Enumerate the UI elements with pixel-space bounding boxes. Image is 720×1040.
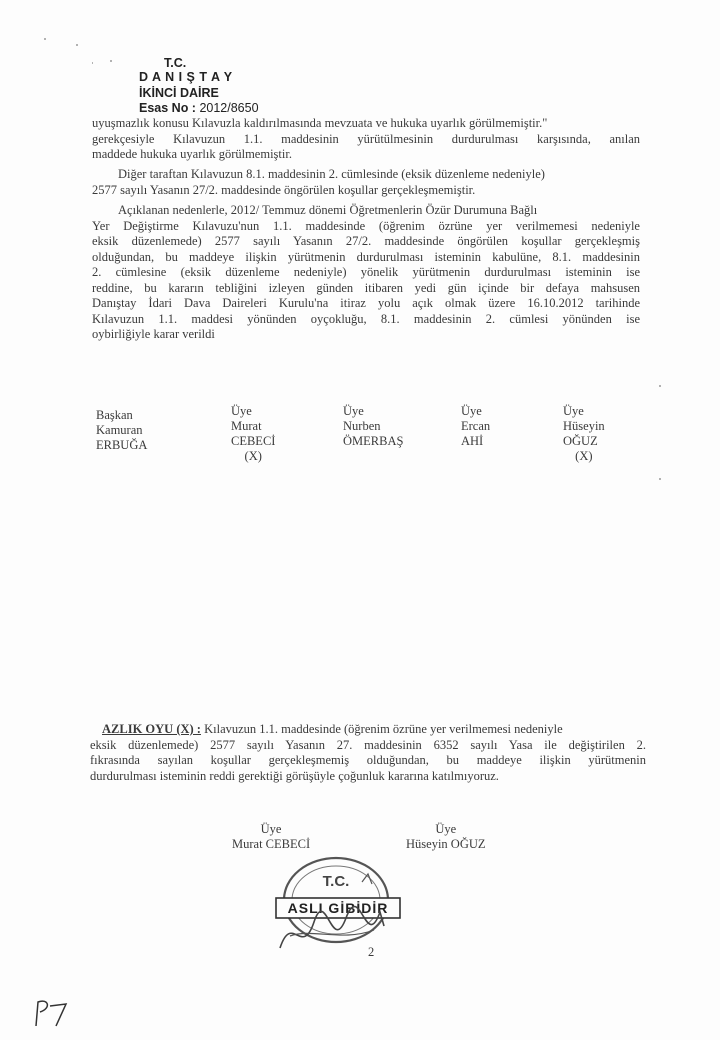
text-line: 2577 sayılı Yasanın 27/2. maddesinde öngörülen koşullar gerçekleşmemiştir. [92,182,476,197]
signature-title: Üye [343,404,364,418]
text-line: Yer Değiştirme Kılavuzu'nun 1.1. maddesinde (öğrenim özrüne yer verilmemesi nedeniyle [92,218,640,233]
scan-speck [659,385,661,387]
scan-speck [110,60,112,62]
header-chamber: İKİNCİ DAİRE [139,86,219,100]
text-line: durdurulması isteminin reddi gerektiği görüşüyle çoğunluk kararına katılmıyoruz. [90,768,499,783]
paragraph-1 [92,116,640,163]
signature-first-name: Ercan [461,419,491,433]
dissent-mark: (X) [575,449,593,463]
signer-name: Hüseyin OĞUZ [406,837,486,851]
signature-president [96,408,147,453]
esas-value: 2012/8650 [199,101,259,115]
signature-member-cebeci [231,404,275,464]
text-line: Kılavuzun 1.1. maddesi yönünden oyçokluğu, 8.1. maddesinin 2. cümlesi yönünden ise [92,311,640,326]
scan-speck [659,478,661,480]
signer-title: Üye [260,822,282,836]
paragraph-3 [92,203,640,343]
signature-last-name: ÖMERBAŞ [343,434,404,448]
signature-last-name: CEBECİ [231,434,276,448]
text-line: reddine, bu kararın tebliğini izleyen günden itibaren yedi gün içinde bir defaya mahsusen [92,280,640,295]
paragraph-2 [92,167,640,198]
text-line: fıkrasında sayılan koşullar gerçekleşmemiş olduğundan, bu maddeye ilişkin yürütmenin [90,753,646,767]
text-line: gerekçesiyle Kılavuzun 1.1. maddesinin yürütülmesinin durdurulması karşısında, anılan [92,131,640,146]
dissent-paragraph [90,722,646,784]
signature-first-name: Nurben [343,419,381,433]
text-line: eksik düzenlemede) 2577 sayılı Yasanın 27. maddesinin 6352 sayılı Yasa ile değiştirilen 2. [90,737,646,752]
scan-speck [92,62,93,64]
signature-first-name: Murat [231,419,262,433]
signature-last-name: OĞUZ [563,434,598,448]
signature-member-oguz [563,404,605,464]
text-line: 2. cümlesine (eksik düzenleme nedeniyle) yönelik yürütmenin durdurulması isteminin ise [92,265,640,279]
text-line: eksik düzenlemede) 2577 sayılı Yasanın 27/2. maddesinde öngörülen koşullar gerçekleşmiş [92,234,640,248]
stamp-star-mark [362,874,372,884]
text-line: uyuşmazlık konusu Kılavuzla kaldırılmasında mevzuata ve hukuka uyarlık görülmemiştir." [92,116,548,130]
signature-title: Üye [461,404,482,418]
signature-first-name: Hüseyin [563,419,605,433]
handwritten-stroke [36,1001,47,1026]
text-line: Danıştay İdari Dava Daireleri Kurulu'na itiraz yolu açık olmak üzere 16.10.2012 tarihinde [92,296,640,310]
signer-title: Üye [435,822,457,836]
dissent-first-line: Kılavuzun 1.1. maddesinde (öğrenim özrüne yer verilmemesi nedeniyle [204,722,563,736]
dissent-signer-cebeci [232,822,310,852]
text-line [90,722,646,738]
signature-last-name: ERBUĞA [96,438,148,452]
handwritten-corner-mark [30,996,74,1030]
stamp-top-text: T.C. [322,873,350,890]
signature-member-ahi [461,404,490,449]
scan-speck [76,44,78,46]
dissent-signer-oguz [406,822,486,852]
text-line: olduğundan, bu maddeye ilişkin yürütmenin durdurulması isteminin kabulüne, 8.1. maddesinin [92,249,640,264]
signature-first-name: Kamuran [96,423,143,437]
text-line: Açıklanan nedenlerle, 2012/ Temmuz dönemi Öğretmenlerin Özür Durumuna Bağlı [118,203,538,217]
signature-last-name: AHİ [461,434,484,448]
signature-title: Üye [563,404,584,418]
page-number: 2 [368,945,375,959]
text-line: Diğer taraftan Kılavuzun 8.1. maddesinin 2. cümlesinde (eksik düzenleme nedeniyle) [118,167,545,181]
text-line: maddede hukuka uyarlık görülmemiştir. [92,147,292,161]
header-tc: T.C. [164,56,187,70]
header-esas [139,101,259,115]
stamp-middle-text: ASLI GİBİDİR [287,900,389,916]
signature-title: Üye [231,404,252,418]
dissent-title: AZLIK OYU (X) : [102,722,201,736]
scan-speck [44,38,46,40]
signature-member-omerbas [343,404,403,449]
signer-name: Murat CEBECİ [232,837,311,851]
header-court: D A N I Ş T A Y [139,70,233,84]
esas-label: Esas No : [139,101,196,115]
dissent-mark: (X) [244,449,262,463]
handwritten-stroke [50,1004,66,1026]
certified-copy-stamp [262,852,412,964]
text-line: oybirliğiyle karar verildi [92,327,215,341]
signature-title: Başkan [96,408,133,422]
